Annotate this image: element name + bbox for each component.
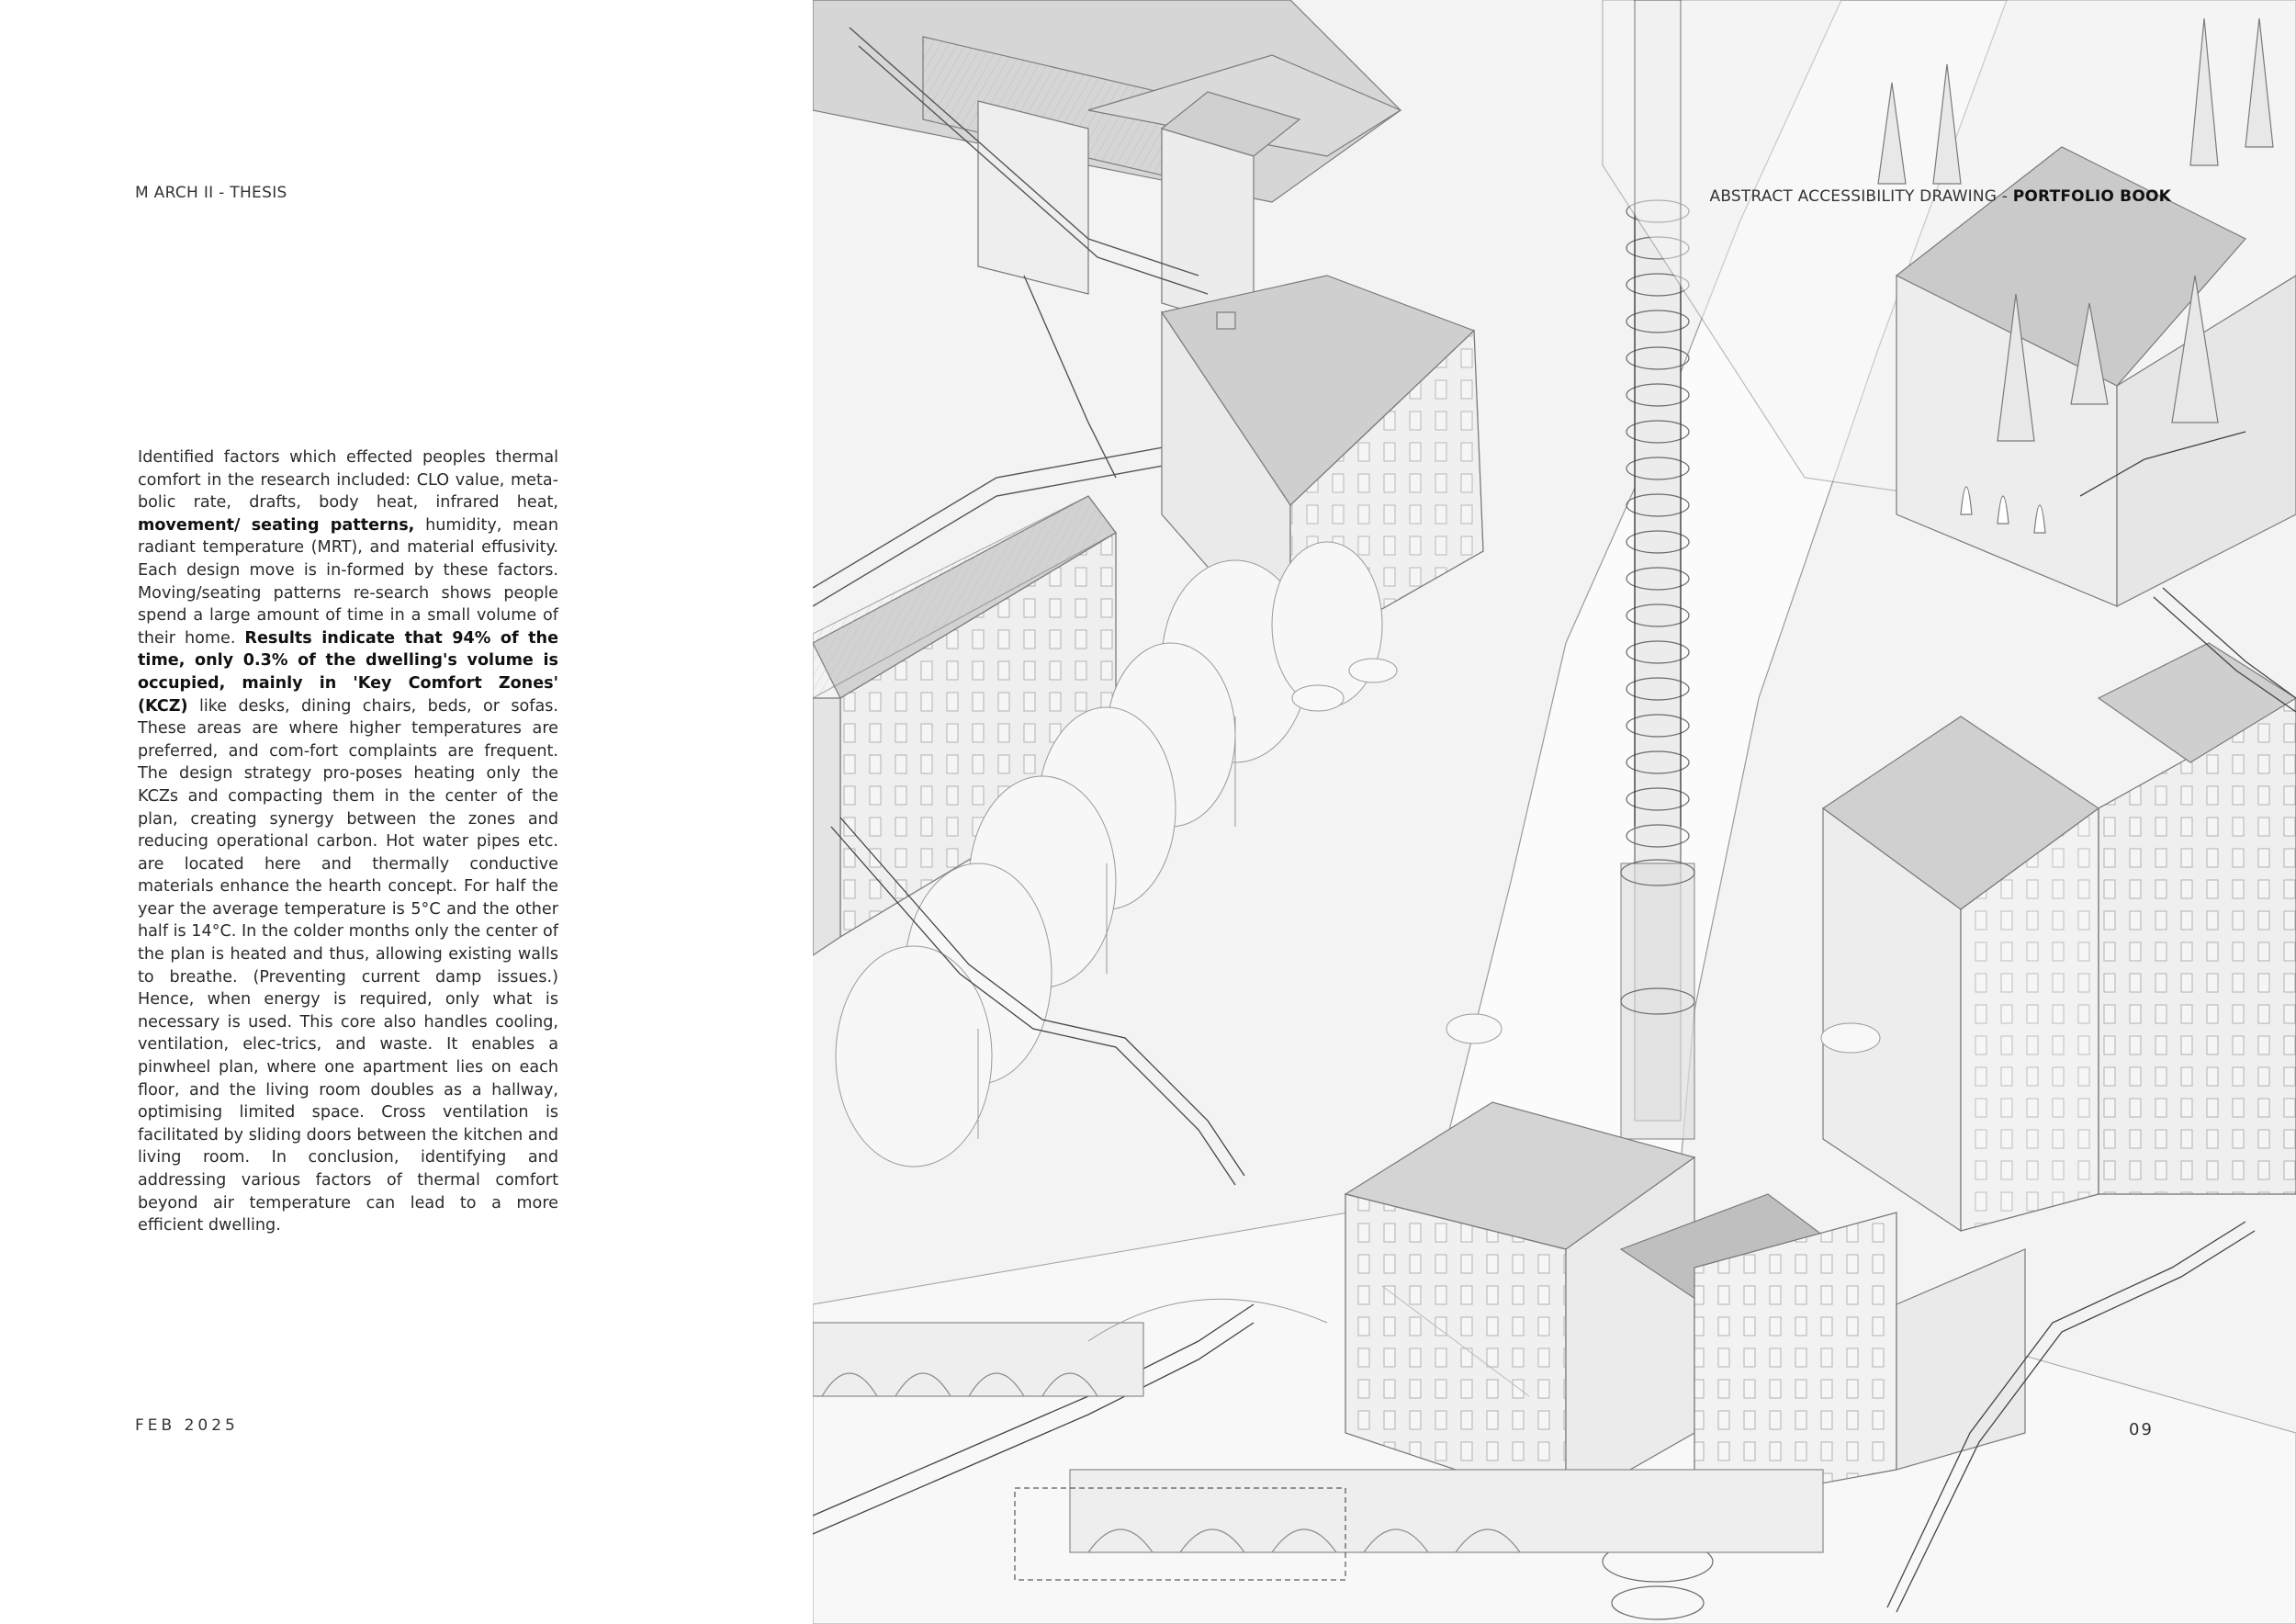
drawing-title (1710, 187, 2171, 206)
drawing-illustration (813, 0, 2296, 1624)
body-bold-results: Results indicate that 94% of the time, only 0.3% of the dwelling's volume is occupied, mainly in 'Key Comfort Zones' (KCZ) (138, 628, 559, 716)
body-text-part-2: humidity, mean radiant temperature (MRT), and material effusivity. Each design move is in-formed by these factors. Moving/seating patterns re-search shows people spend a large amount of time in a small volume of their home. (138, 515, 558, 648)
date-footer: FEB 2025 (135, 1416, 239, 1435)
body-paragraph (138, 446, 558, 1237)
body-bold-movement: movement/ seating patterns, (138, 515, 415, 535)
axonometric-drawing (813, 0, 2296, 1624)
drawing-title-plain: ABSTRACT ACCESSIBILITY DRAWING - (1709, 187, 2013, 206)
drawing-title-bold: PORTFOLIO BOOK (2012, 187, 2171, 206)
page-number: 09 (2129, 1420, 2154, 1439)
thesis-header: M ARCH II - THESIS (135, 184, 287, 202)
body-text-part-3: like desks, dining chairs, beds, or sofas. These areas are where higher temperatures are preferred, and com-fort complaints are frequent. The design strategy pro-poses heating only the KCZs and compacting them in the center of the plan, creating synergy between the zones and reducing operational carbon. Hot water pipes etc. are located here and thermally conductive materials enhance the hearth concept. For half the year the average temperature is 5°C and the other half is 14°C. In the colder months only the center of the plan is heated and thus, allowing existing walls to breathe. (Preventing current damp issues.) Hence, when energy is required, only what is necessary is used. This core also handles cooling, ventilation, elec-trics, and waste. It enables a pinwheel plan, where one apartment lies on each floor, and the living room doubles as a hallway, optimising limited space. Cross ventilation is facilitated by sliding doors between the kitchen and living room. In conclusion, identifying and addressing various factors of thermal comfort beyond air temperature can lead to a more efficient dwelling. (138, 696, 558, 1235)
body-text-part-1: Identified factors which effected peoples thermal comfort in the research included: CLO value, meta-bolic rate, drafts, body heat, infrared heat, (138, 448, 558, 513)
text-page (0, 0, 813, 1624)
